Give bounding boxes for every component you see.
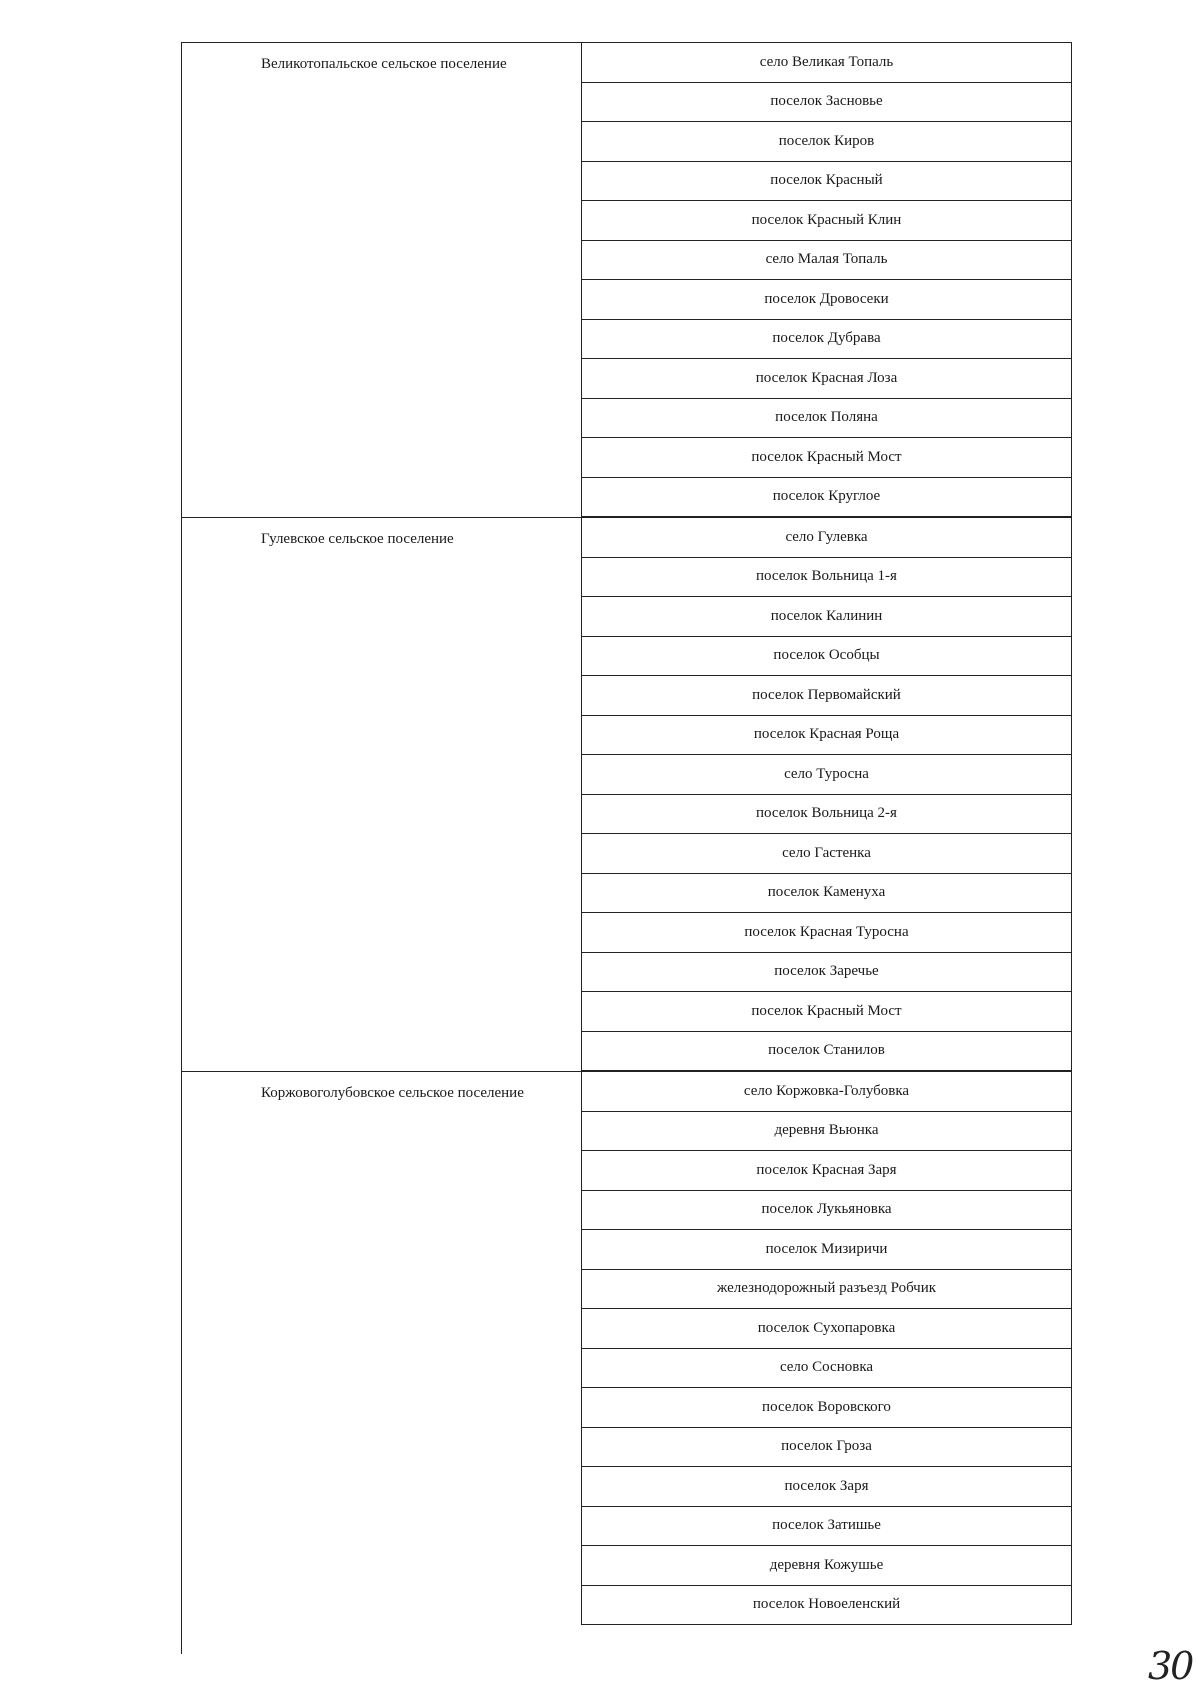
settlement-row: поселок Новоеленский xyxy=(582,1586,1071,1626)
settlement-row: поселок Вольница 1-я xyxy=(582,558,1071,598)
settlement-row: поселок Киров xyxy=(582,122,1071,162)
settlement-row: село Гастенка xyxy=(582,834,1071,874)
settlement-row: поселок Красный Клин xyxy=(582,201,1071,241)
settlement-row: село Малая Топаль xyxy=(582,241,1071,281)
settlement-row: поселок Воровского xyxy=(582,1388,1071,1428)
settlement-row: поселок Красная Роща xyxy=(582,716,1071,756)
settlement-row: поселок Красный Мост xyxy=(582,438,1071,478)
rural-settlement-name: Великотопальское сельское поселение xyxy=(261,56,507,72)
settlement-row: поселок Каменуха xyxy=(582,874,1071,914)
settlement-row: деревня Кожушье xyxy=(582,1546,1071,1586)
settlement-row: поселок Вольница 2-я xyxy=(582,795,1071,835)
settlement-row: село Коржовка-Голубовка xyxy=(582,1072,1071,1112)
rural-settlement-name: Коржовоголубовское сельское поселение xyxy=(261,1085,524,1101)
settlement-row: село Великая Топаль xyxy=(582,43,1071,83)
settlement-row: поселок Заря xyxy=(582,1467,1071,1507)
settlement-row: железнодорожный разъезд Робчик xyxy=(582,1270,1071,1310)
settlement-row: поселок Заречье xyxy=(582,953,1071,993)
settlement-row: поселок Затишье xyxy=(582,1507,1071,1547)
settlement-row: поселок Красный xyxy=(582,162,1071,202)
settlement-row: поселок Поляна xyxy=(582,399,1071,439)
settlement-row: поселок Красная Заря xyxy=(582,1151,1071,1191)
settlement-row: поселок Красная Лоза xyxy=(582,359,1071,399)
settlement-row: поселок Круглое xyxy=(582,478,1071,518)
settlement-row: поселок Станилов xyxy=(582,1032,1071,1072)
settlement-row: поселок Калинин xyxy=(582,597,1071,637)
settlement-row: село Гулевка xyxy=(582,518,1071,558)
settlement-row: поселок Первомайский xyxy=(582,676,1071,716)
settlement-table xyxy=(181,42,1072,1625)
settlement-group xyxy=(181,43,1072,518)
settlement-row: село Туросна xyxy=(582,755,1071,795)
settlement-list xyxy=(581,43,1072,517)
settlement-row: село Сосновка xyxy=(582,1349,1071,1389)
settlement-group xyxy=(181,1072,1072,1625)
settlement-row: поселок Особцы xyxy=(582,637,1071,677)
settlement-row: деревня Вьюнка xyxy=(582,1112,1071,1152)
settlement-row: поселок Дубрава xyxy=(582,320,1071,360)
settlement-list xyxy=(581,518,1072,1071)
settlement-row: поселок Красный Мост xyxy=(582,992,1071,1032)
settlement-row: поселок Засновье xyxy=(582,83,1071,123)
rural-settlement-name: Гулевское сельское поселение xyxy=(261,531,454,547)
settlement-row: поселок Красная Туросна xyxy=(582,913,1071,953)
settlement-row: поселок Гроза xyxy=(582,1428,1071,1468)
settlement-row: поселок Лукьяновка xyxy=(582,1191,1071,1231)
settlement-row: поселок Мизиричи xyxy=(582,1230,1071,1270)
settlement-list xyxy=(581,1072,1072,1625)
settlement-group xyxy=(181,518,1072,1072)
settlement-row: поселок Дровосеки xyxy=(582,280,1071,320)
page-number: 30 xyxy=(1148,1644,1193,1688)
settlement-row: поселок Сухопаровка xyxy=(582,1309,1071,1349)
